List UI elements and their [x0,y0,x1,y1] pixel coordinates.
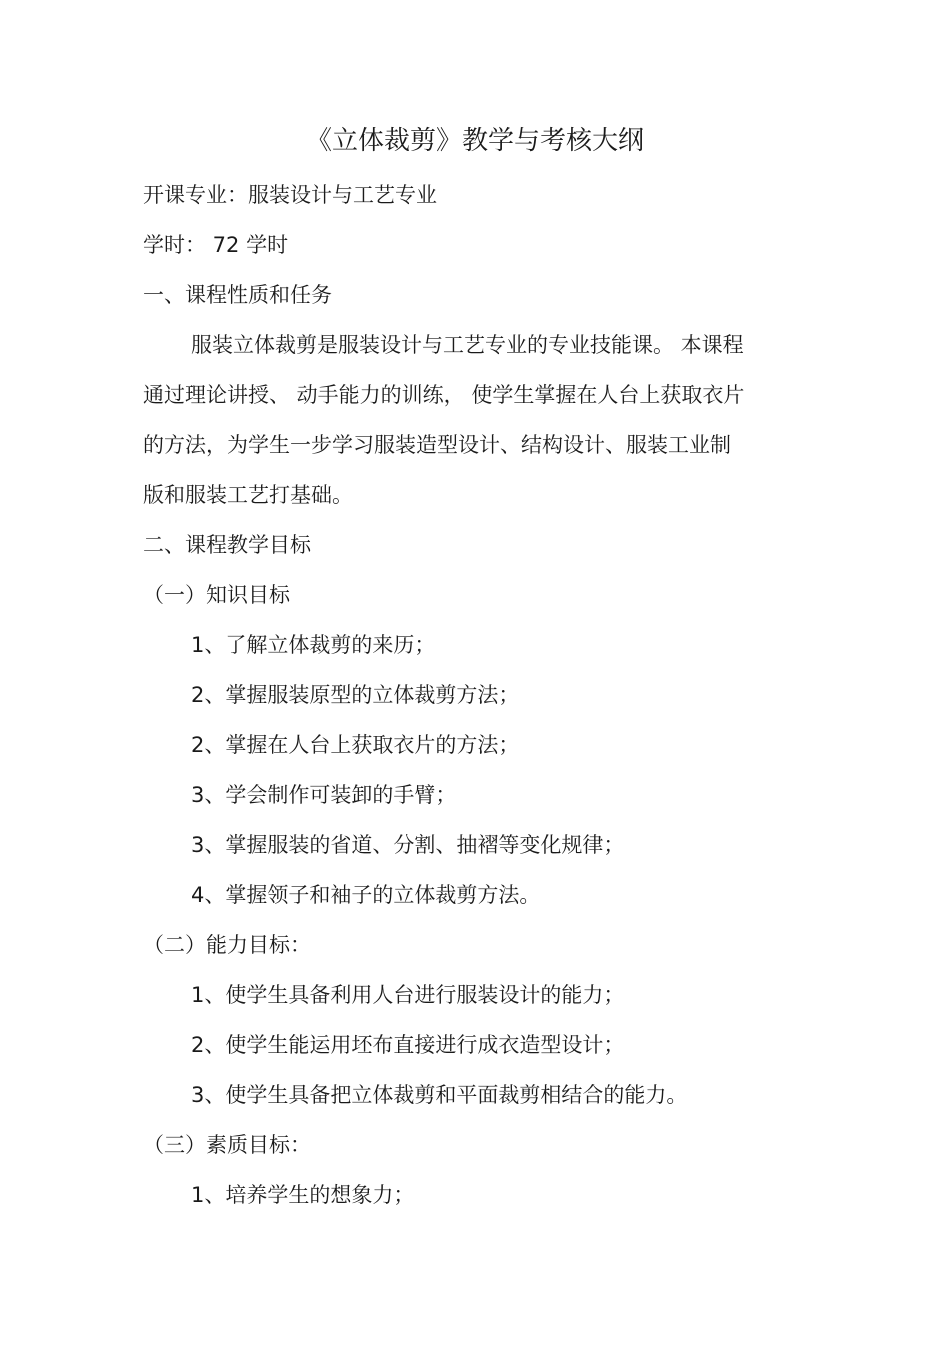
paragraph-line: 服装立体裁剪是服装设计与工艺专业的专业技能课。 本课程 [191,333,744,357]
list-item: 1、培养学生的想象力； [191,1183,415,1207]
knowledge-heading: （一）知识目标 [143,583,290,607]
major-line: 开课专业：服装设计与工艺专业 [143,183,437,207]
list-item: 3、学会制作可装卸的手臂； [191,783,457,807]
document-title: 《立体裁剪》教学与考核大纲 [305,126,644,156]
list-item: 3、使学生具备把立体裁剪和平面裁剪相结合的能力。 [191,1083,688,1107]
paragraph-line: 通过理论讲授、 动手能力的训练， 使学生掌握在人台上获取衣片 [143,383,745,407]
paragraph-line: 版和服装工艺打基础。 [143,483,353,507]
list-item: 2、掌握在人台上获取衣片的方法； [191,733,520,757]
list-item: 4、掌握领子和袖子的立体裁剪方法。 [191,883,541,907]
list-item: 1、了解立体裁剪的来历； [191,633,436,657]
list-item: 1、使学生具备利用人台进行服装设计的能力； [191,983,625,1007]
list-item: 2、掌握服装原型的立体裁剪方法； [191,683,520,707]
section1-heading: 一、课程性质和任务 [143,283,332,307]
list-item: 3、掌握服装的省道、分割、抽褶等变化规律； [191,833,625,857]
quality-heading: （三）素质目标： [143,1133,311,1157]
paragraph-line: 的方法，为学生一步学习服装造型设计、结构设计、服装工业制 [143,433,731,457]
hours-line: 学时： 72 学时 [143,233,289,257]
ability-heading: （二）能力目标： [143,933,311,957]
section2-heading: 二、课程教学目标 [143,533,311,557]
list-item: 2、使学生能运用坯布直接进行成衣造型设计； [191,1033,625,1057]
